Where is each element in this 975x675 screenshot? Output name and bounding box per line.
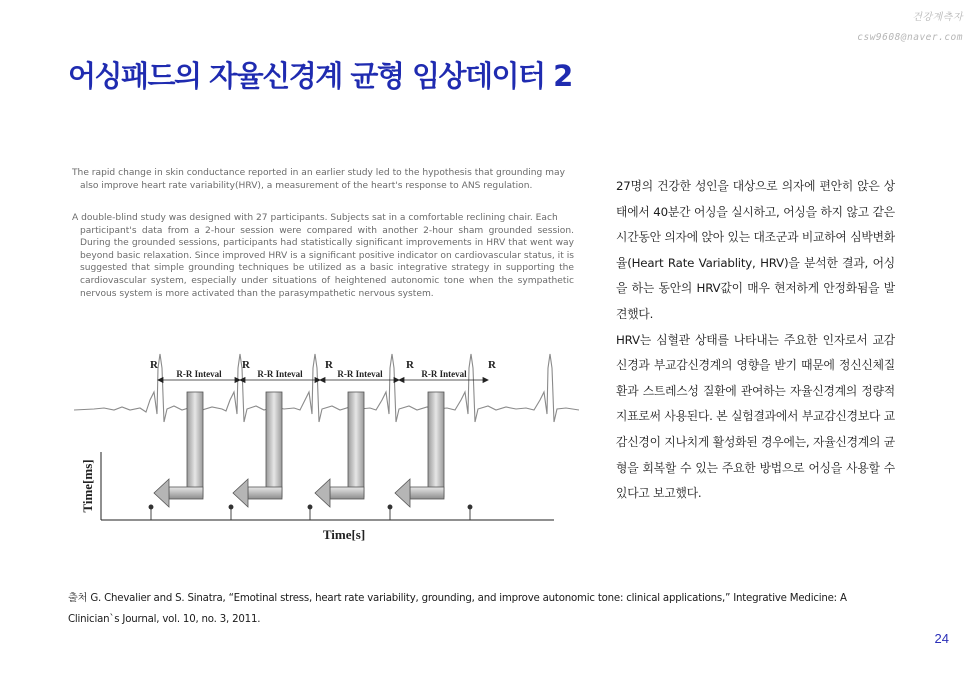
- page-title: 어싱패드의 자율신경계 균형 임상데이터 2: [68, 59, 572, 93]
- page-number: 24: [934, 631, 949, 646]
- abstract-p2-continuation: participant's data from a 2-hour session were compared with another 2-hour sham grounded session. During the grounded sessions, participants had statistically significant improvements in HRV that went way beyond basic relaxation. Since improved HRV is a significant positive indicator on cardiovascular status, it is suggested that simple grounding techniques be utilized as a basic integrative strategy in supporting the cardiovascular system, especially under situations of heightened autonomic tone when the sympathetic nervous system is more activated than the parasympathetic nervous system.: [80, 225, 574, 299]
- source-citation: 출처 G. Chevalier and S. Sinatra, “Emotinal stress, heart rate variability, grounding, and improve autonomic tone: clinical applications,” Integrative Medicine: A Clinician`s Journal, vol. 10, no. 3, 2011.: [68, 593, 847, 625]
- rr-interval-label: R-R Inteval: [337, 369, 383, 379]
- abstract-p1-continuation: also improve heart rate variability(HRV), a measurement of the heart's response to ANS regulation.: [80, 180, 533, 191]
- r-peak-label: R: [406, 359, 414, 371]
- summary-paragraph-1: 27명의 건강한 성인을 대상으로 의자에 편안히 앉은 상태에서 40분간 어싱을 실시하고, 어싱을 하지 않고 같은 시간동안 의자에 앉아 있는 대조군과 비교하여 심박변화율(Heart Rate Variablity, HRV)을 분석한 결과, 어싱을 하는 동안의 HRV값이 매우 현저하게 안정화됨을 발견했다.: [616, 179, 895, 321]
- rr-interval-label: R-R Inteval: [421, 369, 467, 379]
- r-peak-label: R: [325, 359, 333, 371]
- abstract-paragraph-2: [72, 212, 574, 300]
- watermark-name: 건강계측자: [912, 12, 963, 23]
- hrv-rr-interval-figure: [74, 352, 579, 548]
- summary-paragraph-2: HRV는 심혈관 상태를 나타내는 주요한 인자로서 교감신경과 부교감신경계의 영향을 받기 때문에 정신신체질환과 스트레스성 질환에 관여하는 자율신경계의 정량적 지표로써 사용된다. 본 실험결과에서 부교감신경보다 교감신경이 지나치게 활성화된 경우에는, 자율신경계의 균형을 회복할 수 있는 주요한 방법으로 어싱을 사용할 수 있다고 보고했다.: [616, 332, 895, 501]
- r-peak-label: R: [488, 359, 496, 371]
- korean-summary: [616, 174, 895, 507]
- interval-arrow-1: [154, 392, 203, 507]
- interval-arrow-2: [233, 392, 282, 507]
- abstract-paragraph-1: [72, 167, 574, 192]
- y-axis-label: Time[ms]: [80, 459, 95, 513]
- r-peak-label: R: [150, 359, 158, 371]
- rr-interval-label: R-R Inteval: [176, 369, 222, 379]
- r-peak-label: R: [242, 359, 250, 371]
- abstract-p1-first-line: The rapid change in skin conductance reported in an earlier study led to the hypothesis that grounding may: [72, 168, 565, 178]
- watermark-email: csw9608@naver.com: [857, 32, 963, 43]
- abstract-p2-first-line: A double-blind study was designed with 27 participants. Subjects sat in a comfortable reclining chair. Each: [72, 213, 558, 223]
- x-axis-label: Time[s]: [322, 527, 366, 542]
- rr-interval-label: R-R Inteval: [257, 369, 303, 379]
